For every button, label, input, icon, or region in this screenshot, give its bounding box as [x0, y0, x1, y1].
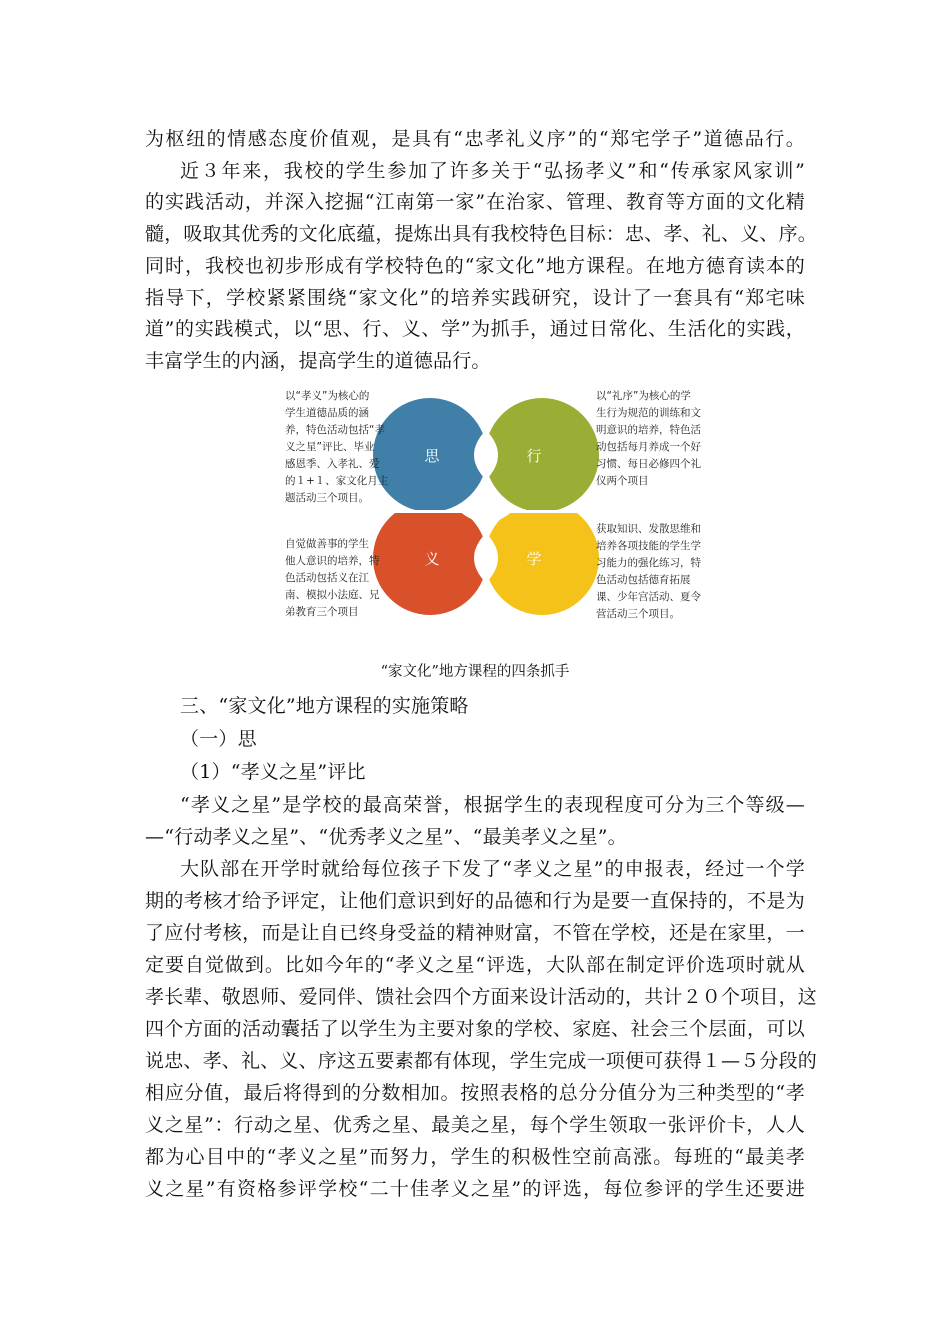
- petal-label-yi: 义: [424, 550, 440, 568]
- note-line: 仪两个项目: [596, 475, 649, 487]
- note-line: 南、模拟小法庭、兄: [285, 589, 380, 601]
- note-line: 获取知识、发散思维和: [596, 523, 701, 535]
- text-line: 丰富学生的内涵，提高学生的道德品行。: [145, 350, 491, 372]
- note-line: 学生道德品质的涵: [285, 407, 369, 419]
- text-line: 为枢纽的情感态度价值观，是具有“忠孝礼义序”的“郑宅学子”道德品行。: [145, 128, 805, 150]
- note-xue: [596, 521, 701, 623]
- text-line: 都为心目中的“孝义之星”而努力，学生的积极性空前高涨。每班的“最美孝: [145, 1146, 805, 1168]
- note-line: 他人意识的培养，特: [285, 555, 380, 567]
- text-line: 义之星”有资格参评学校“二十佳孝义之星”的评选，每位参评的学生还要进: [145, 1178, 805, 1200]
- text-line: 近３年来，我校的学生参加了许多关于“弘扬孝义”和“传承家风家训”: [180, 160, 805, 182]
- note-line: 感恩季、入孝礼、爱: [285, 458, 380, 470]
- text-line: 四个方面的活动囊括了以学生为主要对象的学校、家庭、社会三个层面，可以: [145, 1018, 805, 1040]
- text-line: 指导下，学校紧紧围绕“家文化”的培养实践研究，设计了一套具有“郑宅味: [145, 287, 805, 309]
- note-line: 的１+１、家文化月主: [285, 475, 389, 487]
- note-line: 培养各项技能的学生学: [596, 540, 701, 552]
- note-line: 以“礼序”为核心的学: [596, 390, 691, 402]
- text-line: “孝义之星”是学校的最高荣誉，根据学生的表现程度可分为三个等级—: [180, 794, 805, 816]
- sub-sub-heading: （1）“孝义之星”评比: [180, 761, 366, 783]
- text-line: —“行动孝义之星”、“优秀孝义之星”、“最美孝义之星”。: [145, 826, 627, 848]
- figure-caption: “家文化”地方课程的四条抓手: [380, 664, 570, 680]
- note-line: 明意识的培养，特色活: [596, 424, 701, 436]
- four-petal-diagram: [0, 385, 950, 645]
- note-line: 以“孝义”为核心的: [285, 390, 370, 402]
- petal-label-xue: 学: [526, 550, 542, 568]
- text-line: 相应分值，最后将得到的分数相加。按照表格的总分分值分为三种类型的“孝: [145, 1082, 805, 1104]
- note-line: 自觉做善事的学生: [285, 538, 369, 550]
- note-line: 课、少年宫活动、夏令: [596, 591, 701, 603]
- text-line: 了应付考核，而是让自已终身受益的精神财富，不管在学校，还是在家里，一: [145, 922, 805, 944]
- note-line: 弟教育三个项目: [285, 606, 359, 618]
- note-line: 营活动三个项目。: [596, 608, 680, 620]
- note-line: 色活动包括德育拓展: [596, 574, 691, 586]
- petal-label-xing: 行: [526, 447, 542, 465]
- text-line: 的实践活动，并深入挖掘“江南第一家”在治家、管理、教育等方面的文化精: [145, 191, 805, 213]
- note-yi: [285, 536, 380, 621]
- note-line: 动包括每月养成一个好: [596, 441, 701, 453]
- text-line: 道”的实践模式，以“思、行、义、学”为抓手，通过日常化、生活化的实践，: [145, 318, 805, 340]
- text-line: 期的考核才给予评定，让他们意识到好的品德和行为是要一直保持的，不是为: [145, 890, 805, 912]
- note-xing: [596, 388, 701, 490]
- text-line: 孝长辈、敬恩师、爱同伴、馈社会四个方面来设计活动的，共计２０个项目，这: [145, 986, 818, 1008]
- note-line: 习惯、每日必修四个礼: [596, 458, 701, 470]
- note-line: 生行为规范的训练和文: [596, 407, 701, 419]
- text-line: 说忠、孝、礼、义、序这五要素都有体现，学生完成一项便可获得１—５分段的: [145, 1050, 818, 1072]
- note-line: 养，特色活动包括“孝: [285, 424, 385, 436]
- note-si: [285, 388, 388, 507]
- note-line: 习能力的强化练习，特: [596, 557, 701, 569]
- note-line: 义之星”评比、毕业: [285, 441, 375, 453]
- section-heading: 三、“家文化”地方课程的实施策略: [180, 695, 469, 717]
- text-line: 大队部在开学时就给每位孩子下发了“孝义之星”的申报表，经过一个学: [180, 858, 805, 880]
- note-line: 题活动三个项目。: [285, 492, 369, 504]
- text-line: 定要自觉做到。比如今年的“孝义之星“评选，大队部在制定评价选项时就从: [145, 954, 805, 976]
- petal-label-si: 思: [424, 447, 440, 465]
- note-line: 色活动包括义在江: [285, 572, 369, 584]
- text-line: 同时，我校也初步形成有学校特色的“家文化”地方课程。在地方德育读本的: [145, 255, 805, 277]
- text-line: 义之星”：行动之星、优秀之星、最美之星，每个学生领取一张评价卡，人人: [145, 1114, 805, 1136]
- sub-heading: （一）思: [180, 728, 257, 750]
- text-line: 髓，吸取其优秀的文化底蕴，提炼出具有我校特色目标：忠、孝、礼、义、序。: [145, 223, 818, 245]
